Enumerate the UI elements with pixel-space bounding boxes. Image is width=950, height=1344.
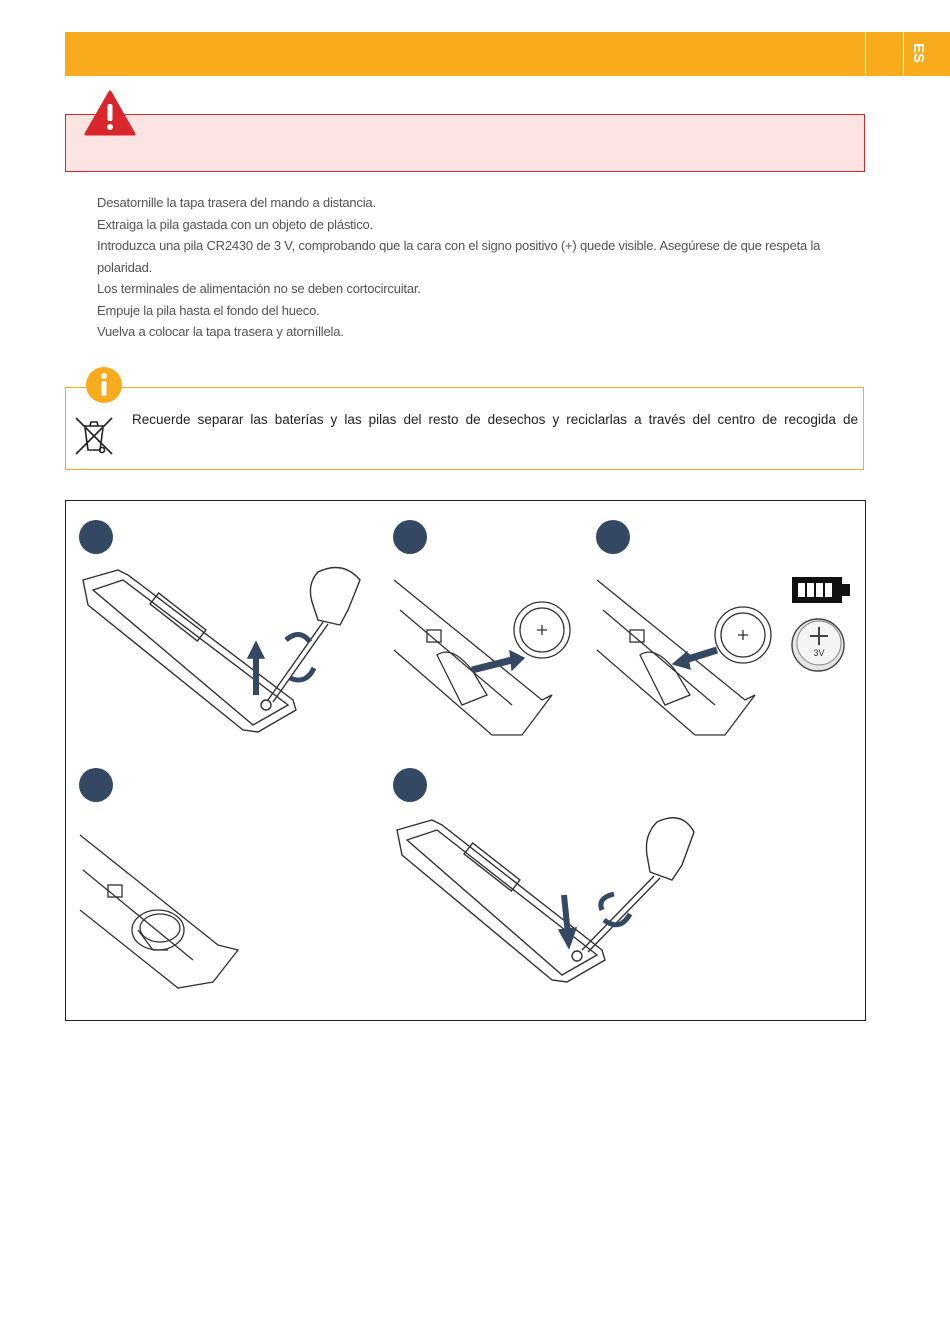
warning-triangle-icon [84, 90, 136, 136]
step-text: Extraiga la pila gastada con un objeto de plástico. [97, 216, 373, 232]
header-bar-segment [866, 32, 903, 76]
info-box [65, 387, 864, 470]
step-badge-1 [79, 520, 113, 554]
battery-seated-illustration [78, 830, 248, 995]
step-text: Introduzca una pila CR2430 de 3 V, comprobando que la cara con el signo positivo (+) quede visible. Asegúrese de que respeta la polaridad. [97, 238, 821, 275]
step-badge-5 [393, 768, 427, 802]
instruction-steps [97, 192, 867, 343]
remote-unscrew-illustration [78, 560, 378, 745]
coin-battery-icon [790, 615, 846, 673]
step-text: Empuje la pila hasta el fondo del hueco. [97, 302, 320, 318]
battery-full-icon [790, 574, 852, 606]
warning-box [65, 114, 865, 172]
remote-screw-illustration [392, 810, 702, 995]
step-text: Los terminales de alimentación no se deben cortocircuitar. [97, 281, 421, 296]
step-badge-3 [596, 520, 630, 554]
recycling-notice: Recuerde separar las baterías y las pilas del resto de desechos y reciclarlas a través del centro de recogida de [132, 412, 858, 427]
crossed-bin-icon [72, 414, 116, 458]
step-badge-4 [79, 768, 113, 802]
language-tag: ES [910, 42, 927, 63]
insert-battery-illustration [595, 575, 785, 745]
header-bar [65, 32, 865, 76]
step-text: Desatornille la tapa trasera del mando a distancia. [97, 195, 376, 210]
battery-voltage-label: 3V [813, 648, 825, 658]
step-badge-2 [393, 520, 427, 554]
remove-battery-illustration [392, 575, 582, 745]
info-circle-icon [85, 366, 123, 404]
step-text: Vuelva a colocar la tapa trasera y atorníllela. [97, 324, 344, 339]
